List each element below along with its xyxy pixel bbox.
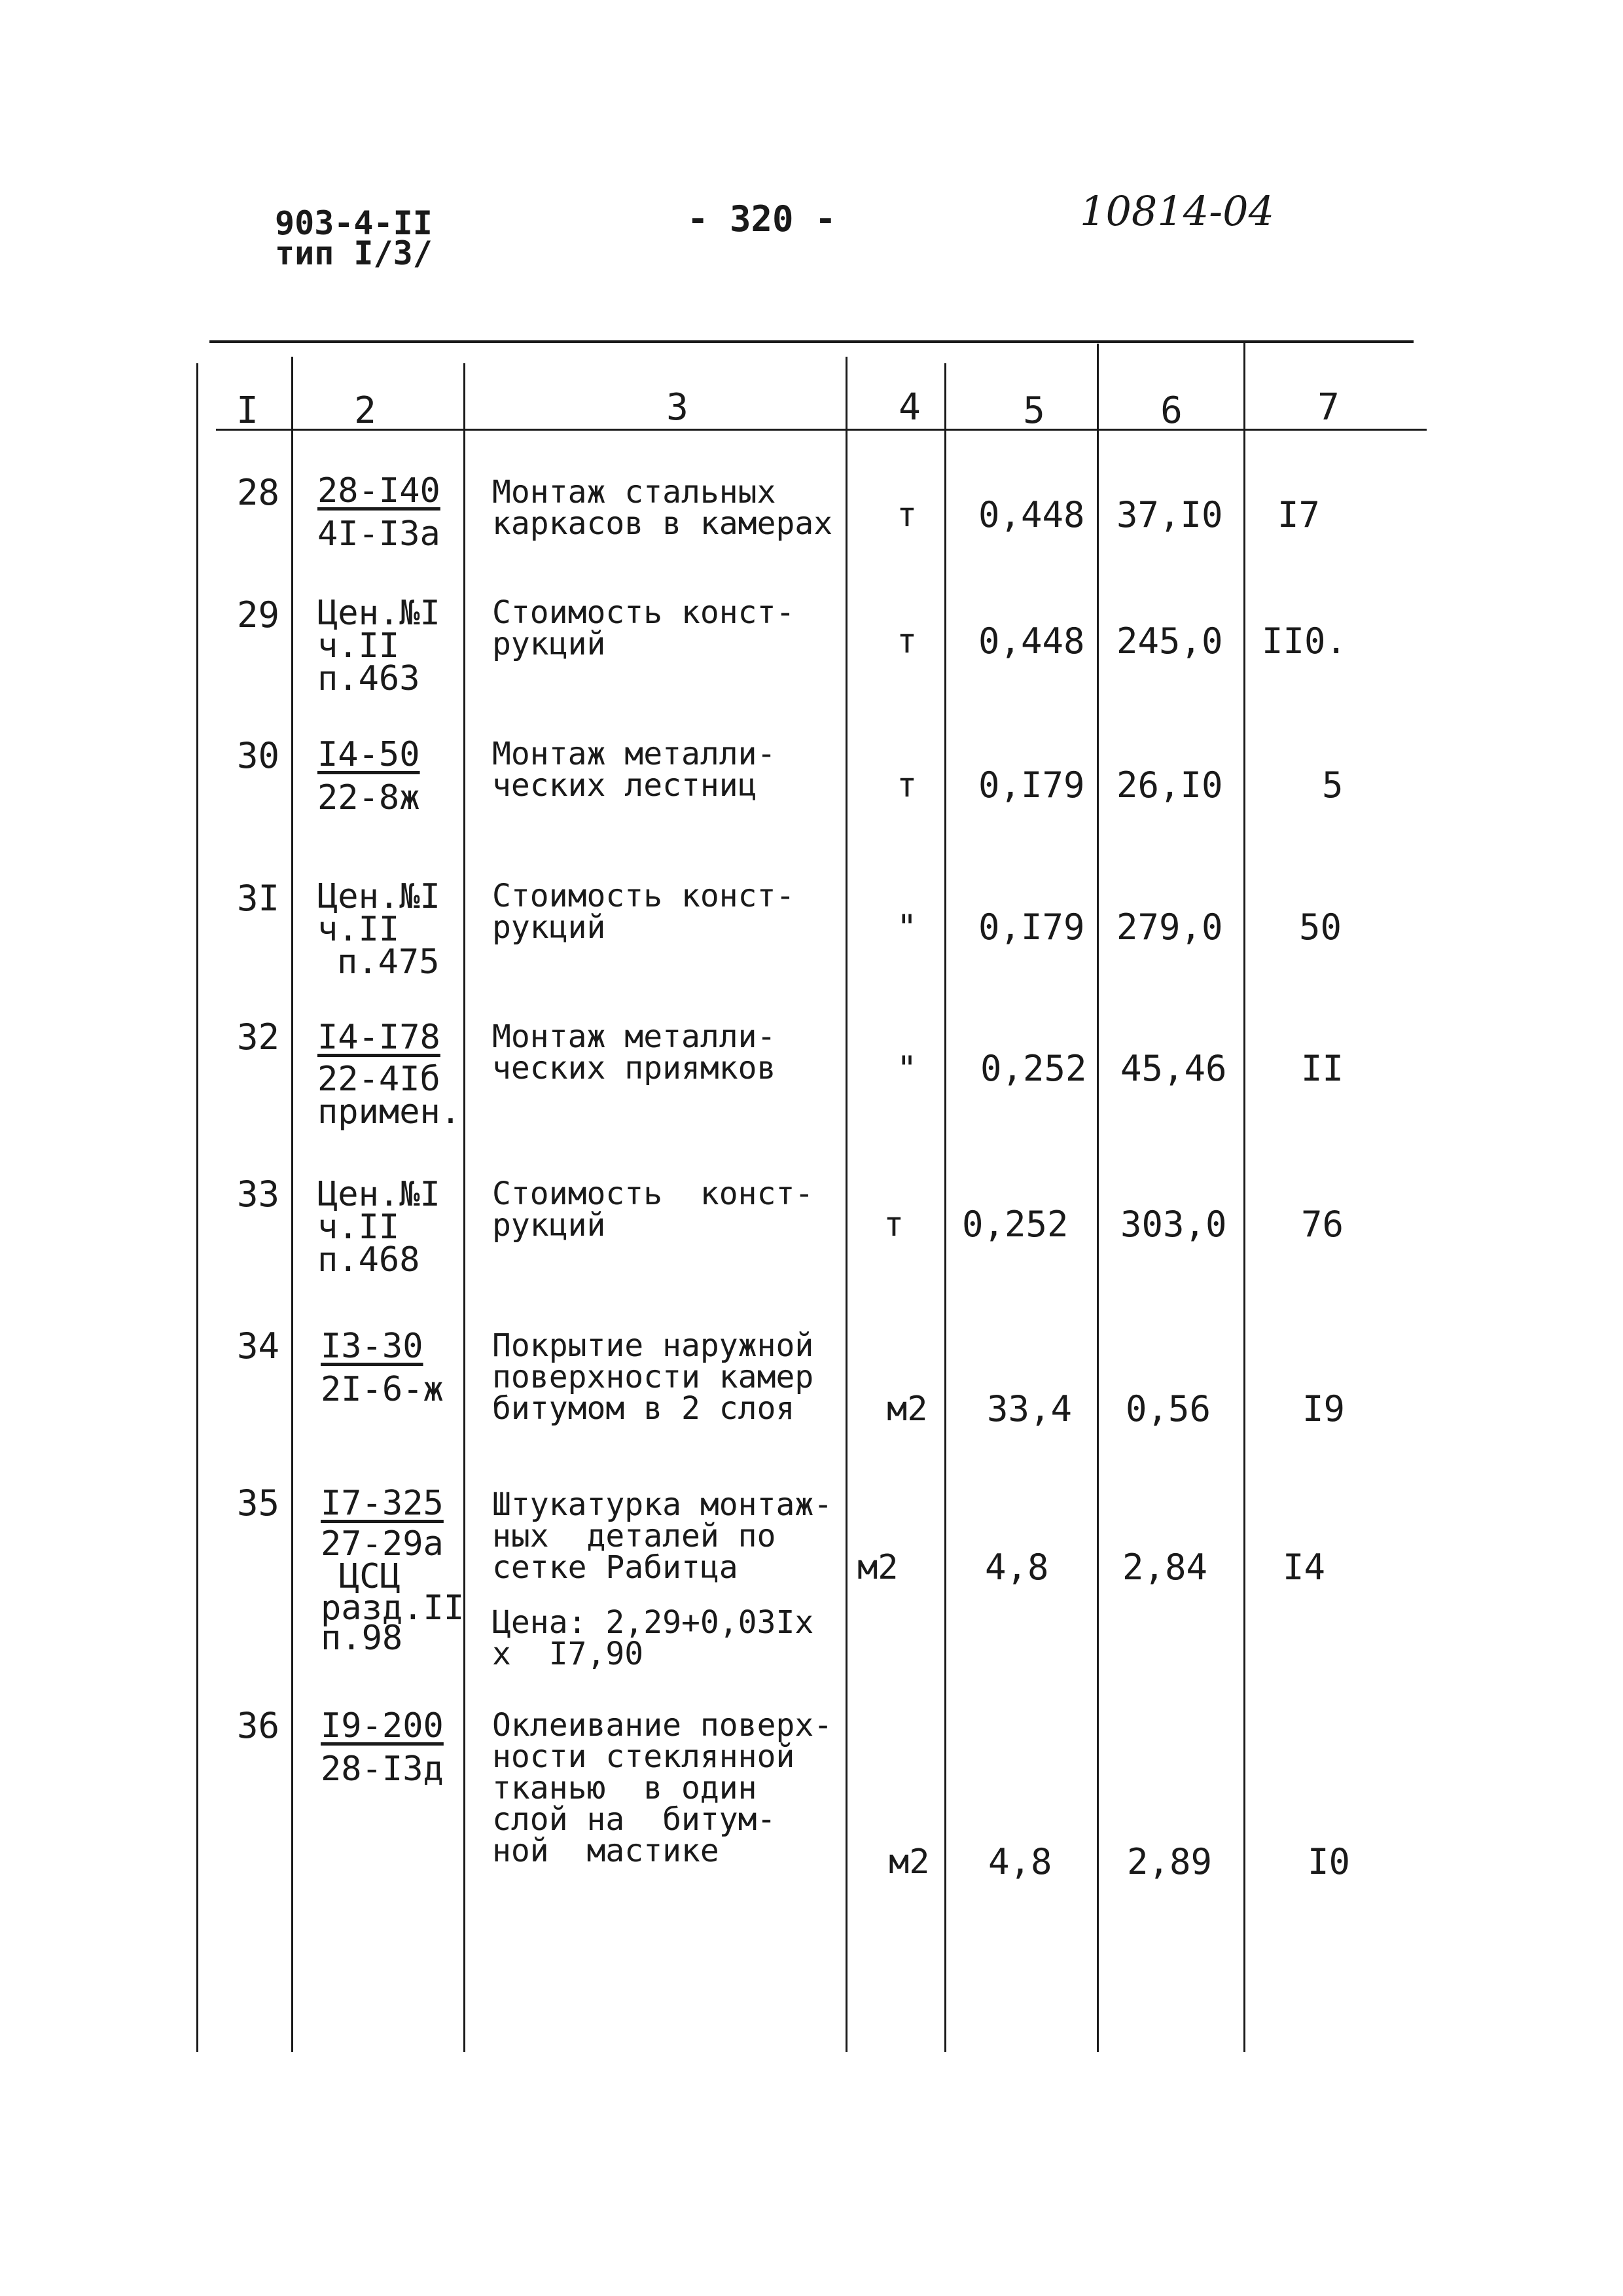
norm-code (317, 735, 420, 817)
unit: т (897, 495, 918, 535)
norm-code-tertiary: ЦСЦ (339, 1557, 401, 1596)
unit-price: 45,46 (1120, 1048, 1227, 1089)
norm-code-primary: Цен.№I (317, 594, 440, 633)
work-description: Штукатурка монтаж- ных деталей по сетке Рабитца (492, 1486, 833, 1586)
row-number: 3I (237, 878, 280, 919)
norm-code-secondary: 27-29а (321, 1524, 444, 1564)
doc-type-text: тип I/3/ (275, 234, 433, 272)
norm-code (317, 877, 440, 982)
column-divider-5 (944, 363, 946, 2052)
unit-price: 26,I0 (1116, 764, 1223, 806)
norm-code-primary: I4-50 (317, 735, 420, 774)
column-divider-1 (196, 363, 198, 2052)
norm-code-secondary: 22-8ж (317, 778, 420, 817)
work-description: Оклеивание поверх- ности стеклянной тканью в один слой на битум- ной мастике (492, 1707, 833, 1869)
norm-code-primary: Цен.№I (317, 1175, 440, 1214)
unit: м2 (889, 1842, 930, 1882)
work-description: Покрытие наружной поверхности камер битумом в 2 слоя (492, 1327, 814, 1427)
row-number: 34 (237, 1325, 280, 1367)
table-top-rule (209, 340, 1414, 343)
norm-code (317, 594, 440, 698)
unit: м2 (887, 1390, 928, 1429)
row-number: 29 (237, 594, 280, 636)
quantity: 0,448 (978, 494, 1085, 535)
column-header-3: 3 (666, 386, 688, 429)
price-formula: Цена: 2,29+0,03Iх х I7,90 (492, 1604, 814, 1672)
norm-code (317, 1175, 440, 1280)
norm-code (317, 1018, 461, 1132)
column-header-5: 5 (1023, 389, 1045, 432)
work-description: Монтаж металли- ческих лестниц (492, 736, 776, 804)
unit: м2 (857, 1548, 899, 1587)
unit-price: 279,0 (1116, 906, 1223, 948)
norm-code-tertiary: п.463 (317, 659, 420, 698)
unit: т (897, 622, 918, 661)
norm-code (321, 1484, 465, 1658)
norm-code-secondary: ч.II (317, 1208, 400, 1247)
row-number: 33 (237, 1174, 280, 1215)
unit-price: 2,89 (1127, 1841, 1213, 1882)
column-divider-4 (846, 357, 847, 2052)
norm-code-secondary: 4I-I3a (317, 514, 440, 554)
norm-code-secondary: ч.II (317, 626, 400, 666)
unit-price: 2,84 (1122, 1547, 1208, 1588)
unit-price: 0,56 (1126, 1388, 1211, 1429)
norm-code-secondary: 2I-6-ж (321, 1370, 444, 1409)
quantity: 0,I79 (978, 764, 1085, 806)
quantity: 0,448 (978, 620, 1085, 662)
total: 76 (1301, 1204, 1344, 1245)
column-header-6: 6 (1160, 389, 1183, 432)
norm-code-primary: 28-I40 (317, 471, 440, 511)
row-number: 30 (237, 735, 280, 776)
total: I9 (1302, 1388, 1346, 1429)
total: I4 (1283, 1547, 1326, 1588)
total: II (1301, 1048, 1344, 1089)
quantity: 4,8 (988, 1841, 1052, 1882)
unit: " (897, 908, 918, 947)
unit-price: 245,0 (1116, 620, 1223, 662)
norm-code-tertiary: п.468 (317, 1240, 420, 1280)
norm-code-secondary: 22-4Iб (317, 1060, 440, 1099)
column-header-2: 2 (354, 389, 376, 432)
norm-code (317, 471, 440, 554)
total: I0 (1308, 1841, 1351, 1882)
row-number: 32 (237, 1016, 280, 1058)
handwritten-code: 10814-04 (1080, 187, 1275, 235)
work-description: Стоимость конст- рукций (492, 878, 795, 946)
work-description: Стоимость конст- рукций (492, 1175, 814, 1244)
norm-code-secondary: ч.II (317, 910, 400, 949)
norm-code-reference: разд.II п.98 (321, 1588, 465, 1658)
row-number: 28 (237, 472, 280, 513)
column-divider-7 (1243, 340, 1245, 2052)
norm-code (321, 1706, 444, 1789)
total: I7 (1277, 494, 1321, 535)
quantity: 0,252 (980, 1048, 1087, 1089)
work-description: Монтаж металли- ческих приямков (492, 1018, 776, 1086)
page-number: - 320 - (687, 198, 836, 240)
column-header-4: 4 (899, 386, 921, 429)
norm-code-primary: I3-30 (321, 1327, 423, 1366)
norm-code-primary: I7-325 (321, 1484, 444, 1523)
total: 5 (1322, 764, 1344, 806)
row-number: 35 (237, 1482, 280, 1524)
quantity: 0,252 (962, 1204, 1069, 1245)
norm-code-primary: I9-200 (321, 1706, 444, 1746)
column-header-7: 7 (1317, 386, 1340, 429)
quantity: 4,8 (985, 1547, 1049, 1588)
work-description: Монтаж стальных каркасов в камерах (492, 474, 833, 542)
unit-price: 303,0 (1120, 1204, 1227, 1245)
norm-code-primary: I4-I78 (317, 1018, 440, 1057)
total: II0. (1262, 620, 1347, 662)
column-divider-3 (463, 363, 465, 2052)
norm-code-secondary: 28-I3д (321, 1749, 444, 1789)
doc-number-text: 903-4-II (275, 204, 433, 242)
norm-code-tertiary: примен. (317, 1092, 461, 1132)
unit-price: 37,I0 (1116, 494, 1223, 535)
norm-code-tertiary: п.475 (337, 942, 440, 982)
column-divider-2 (291, 357, 293, 2052)
norm-code-primary: Цен.№I (317, 877, 440, 916)
unit: т (883, 1205, 904, 1244)
column-divider-6 (1097, 344, 1099, 2052)
document-number (275, 204, 433, 272)
norm-code (321, 1327, 444, 1409)
total: 50 (1299, 906, 1342, 948)
quantity: 0,I79 (978, 906, 1085, 948)
column-header-1: I (236, 389, 259, 432)
row-number: 36 (237, 1705, 280, 1746)
quantity: 33,4 (987, 1388, 1073, 1429)
work-description: Стоимость конст- рукций (492, 594, 795, 662)
unit: " (897, 1049, 918, 1088)
unit: т (897, 766, 918, 805)
